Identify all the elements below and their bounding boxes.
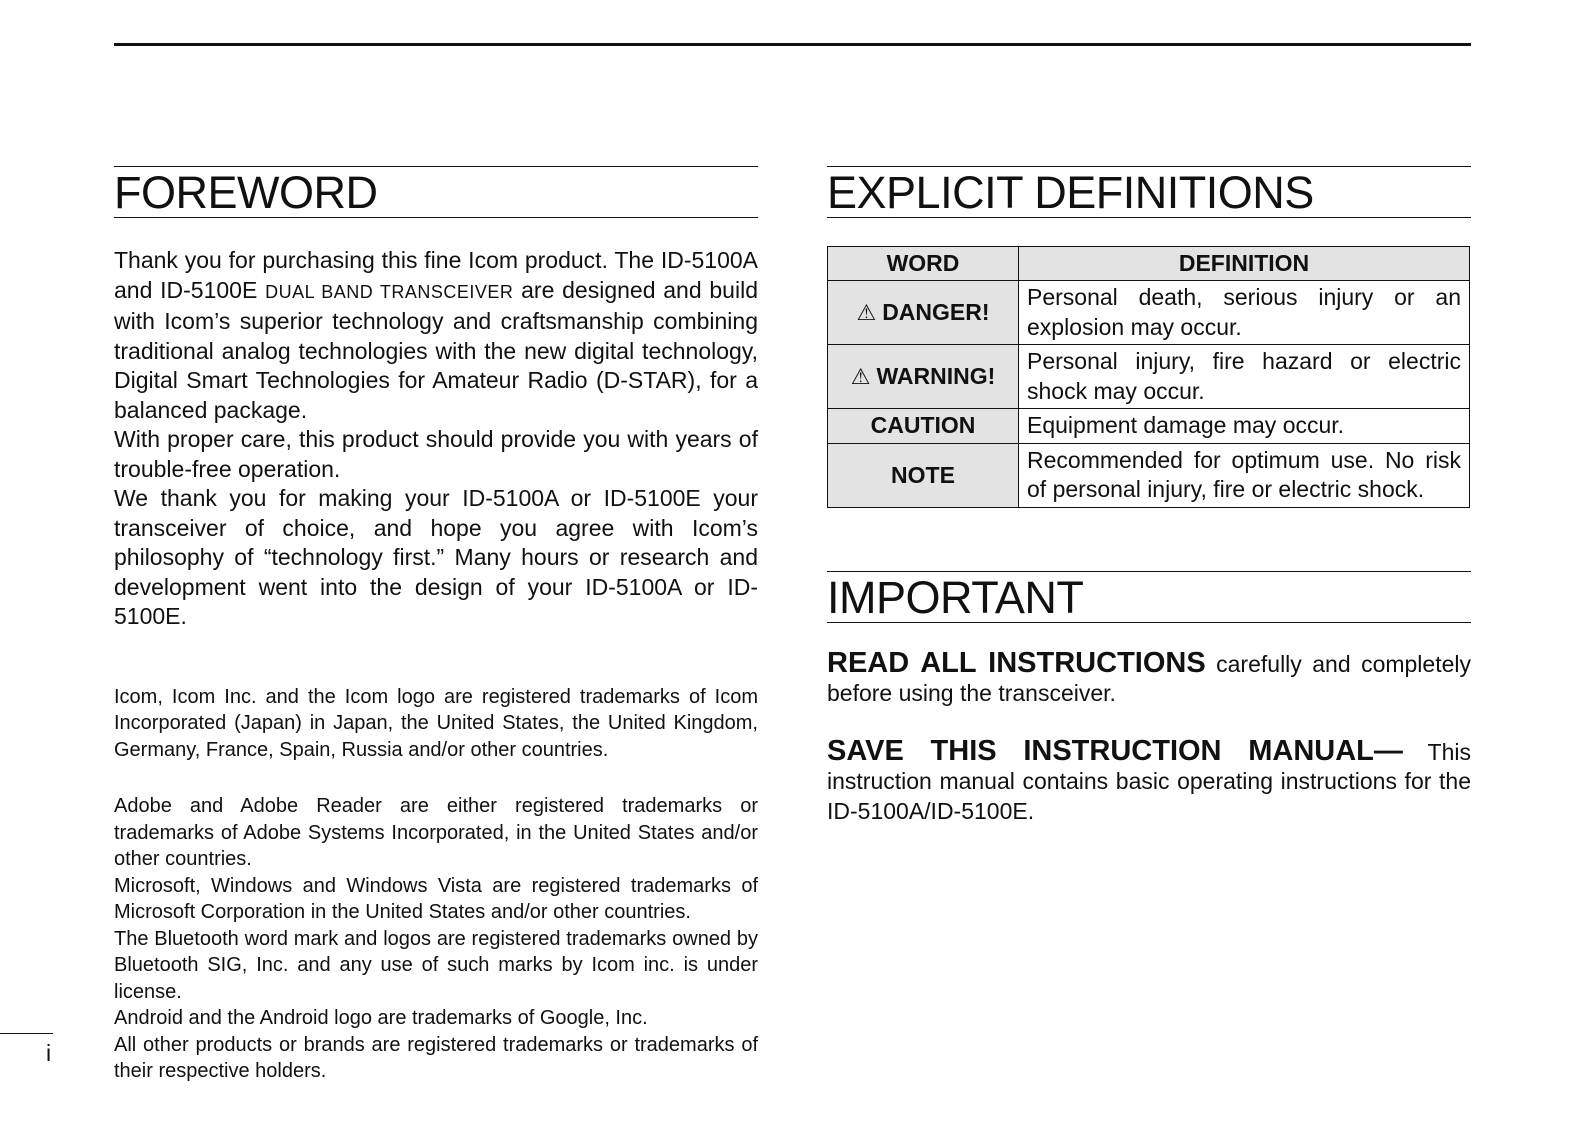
left-column xyxy=(114,166,758,1085)
header-word: WORD xyxy=(828,247,1019,281)
page-number: i xyxy=(46,1040,52,1066)
table-row xyxy=(828,345,1470,409)
word-danger xyxy=(828,281,1019,345)
word-note: NOTE xyxy=(828,443,1019,507)
table-row xyxy=(828,409,1470,444)
definition-caution: Equipment damage may occur. xyxy=(1019,409,1470,444)
foreword-paragraph-3: We thank you for making your ID-5100A or ID-5100E your transceiver of choice, and hope you agree with Icom’s philosophy of “technology first.” Many hours or research and development went into the design of your ID-5100A or ID-5100E. xyxy=(114,485,758,629)
warning-triangle-icon: ⚠ xyxy=(850,364,871,389)
trademark-microsoft: Microsoft, Windows and Windows Vista are registered trademarks of Microsoft Corporation in the United States and/or other countries. xyxy=(114,874,758,923)
word-label: WARNING! xyxy=(876,363,996,389)
definition-danger: Personal death, serious injury or an explosion may occur. xyxy=(1019,281,1470,345)
trademark-block-icom xyxy=(114,684,758,764)
trademark-android: Android and the Android logo are trademarks of Google, Inc. xyxy=(114,1007,648,1029)
save-manual-paragraph xyxy=(827,734,1471,827)
definition-warning: Personal injury, fire hazard or electric shock may occur. xyxy=(1019,345,1470,409)
important-heading: IMPORTANT xyxy=(827,571,1471,623)
trademark-icom: Icom, Icom Inc. and the Icom logo are registered trademarks of Icom Incorporated (Japan) in Japan, the United States, the United Kingdom, Germany, France, Spain, Russia and/or other countries. xyxy=(114,685,758,761)
foreword-heading: FOREWORD xyxy=(114,166,758,218)
word-warning xyxy=(828,345,1019,409)
right-column xyxy=(827,166,1471,826)
definitions-table xyxy=(827,246,1470,508)
read-instructions-paragraph xyxy=(827,646,1471,709)
read-instructions-text: carefully and completely before using the transceiver. xyxy=(827,650,1471,706)
warning-triangle-icon: ⚠ xyxy=(856,300,877,325)
read-instructions-bold: READ ALL INSTRUCTIONS xyxy=(827,646,1206,679)
definitions-heading: EXPLICIT DEFINITIONS xyxy=(827,166,1471,218)
trademark-other: All other products or brands are registered trademarks or trademarks of their respective holders. xyxy=(114,1033,758,1082)
word-label: DANGER! xyxy=(882,299,990,325)
word-caution: CAUTION xyxy=(828,409,1019,444)
trademark-adobe: Adobe and Adobe Reader are either registered trademarks or trademarks of Adobe Systems Incorporated, in the United States and/or other countries. xyxy=(114,795,758,870)
definition-note: Recommended for optimum use. No risk of personal injury, fire or electric shock. xyxy=(1019,443,1470,507)
trademark-block-others xyxy=(114,793,758,1085)
table-header-row xyxy=(828,247,1470,281)
save-manual-text: This instruction manual contains basic operating instructions for the ID-5100A/ID-5100E. xyxy=(827,738,1471,824)
trademark-bluetooth: The Bluetooth word mark and logos are registered trademarks owned by Bluetooth SIG, Inc. and any use of such marks by Icom inc. is under license. xyxy=(114,927,758,1003)
save-manual-bold: SAVE THIS INSTRUCTION MANUAL— xyxy=(827,734,1403,767)
important-section xyxy=(827,571,1471,827)
foreword-paragraph-1 xyxy=(114,246,758,425)
table-row xyxy=(828,443,1470,507)
table-row xyxy=(828,281,1470,345)
foreword-paragraph-2: With proper care, this product should provide you with years of trouble-free operation. xyxy=(114,426,758,482)
page-number-rule xyxy=(0,1033,53,1034)
foreword-p1-start: Thank you for purchasing this fine Icom product. The ID-5100A and ID-5100E xyxy=(114,247,758,303)
header-definition: DEFINITION xyxy=(1019,247,1470,281)
foreword-body xyxy=(114,246,758,632)
foreword-p1-end: are designed and build with Icom’s superior technology and craftsmanship combining traditional analog technologies with the new digital technology, Digital Smart Technologies for Amateur Radio (D-STAR), for a balanced package. xyxy=(114,276,758,423)
top-rule xyxy=(114,43,1471,46)
product-type: DUAL BAND TRANSCEIVER xyxy=(265,281,514,302)
